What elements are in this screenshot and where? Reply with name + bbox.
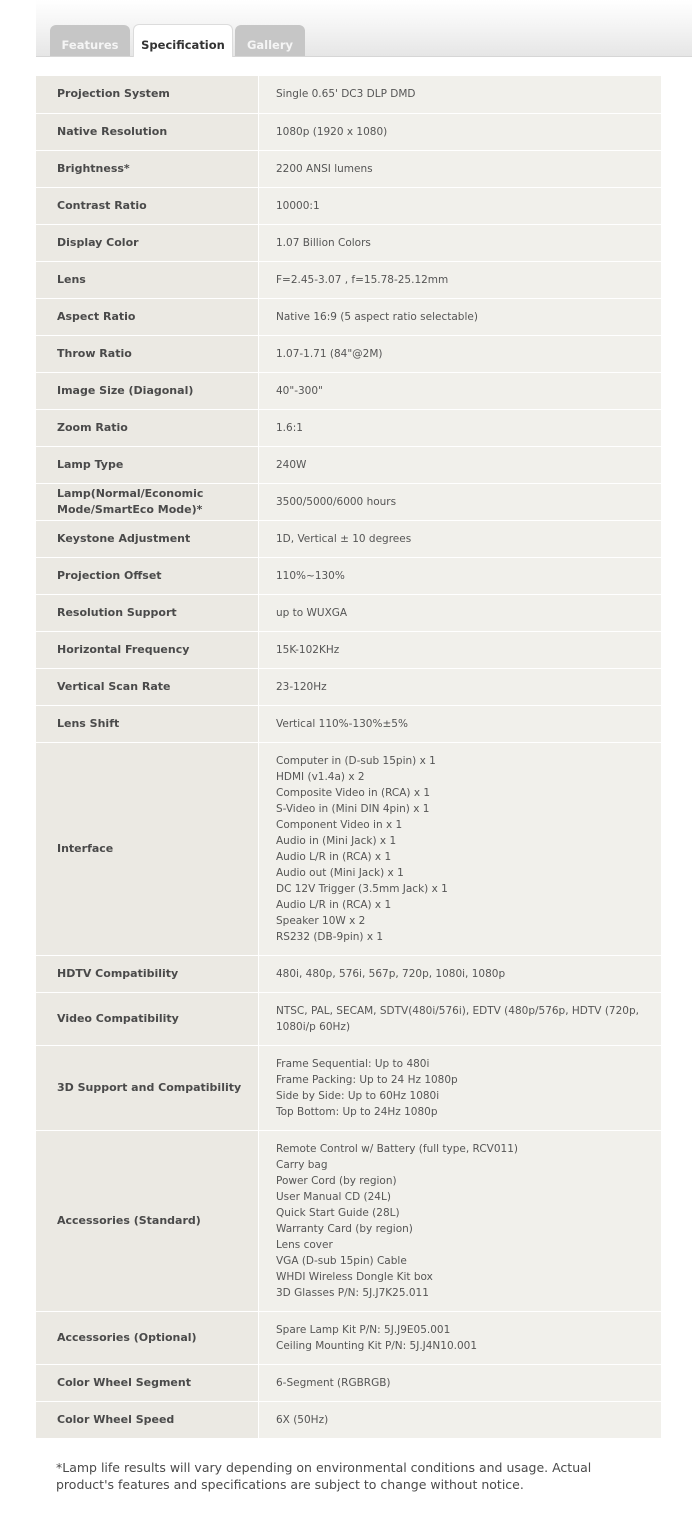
spec-label: Native Resolution	[36, 113, 259, 150]
spec-row	[36, 483, 661, 520]
spec-label: Lens	[36, 261, 259, 298]
spec-row	[36, 150, 661, 187]
spec-label: Lamp(Normal/Economic Mode/SmartEco Mode)*	[36, 483, 259, 520]
spec-row	[36, 372, 661, 409]
spec-label: Display Color	[36, 224, 259, 261]
spec-label: HDTV Compatibility	[36, 955, 259, 992]
spec-value: 40"-300"	[259, 372, 662, 409]
tab-features[interactable]: Features	[50, 25, 130, 56]
spec-row	[36, 631, 661, 668]
spec-row	[36, 955, 661, 992]
spec-row	[36, 187, 661, 224]
spec-label: Brightness*	[36, 150, 259, 187]
spec-row	[36, 594, 661, 631]
spec-row	[36, 557, 661, 594]
spec-row	[36, 705, 661, 742]
spec-row	[36, 409, 661, 446]
spec-row	[36, 446, 661, 483]
spec-row	[36, 520, 661, 557]
spec-value: F=2.45-3.07 , f=15.78-25.12mm	[259, 261, 662, 298]
spec-row	[36, 261, 661, 298]
spec-value: 6-Segment (RGBRGB)	[259, 1364, 662, 1401]
spec-value: 240W	[259, 446, 662, 483]
tab-specification[interactable]: Specification	[133, 24, 233, 57]
spec-value: Remote Control w/ Battery (full type, RCV011) Carry bag Power Cord (by region) User Manual CD (24L) Quick Start Guide (28L) Warranty Card (by region) Lens cover VGA (D-sub 15pin) Cable WHDI Wireless Dongle Kit box 3D Glasses P/N: 5J.J7K25.011	[259, 1130, 662, 1311]
spec-label: Accessories (Optional)	[36, 1311, 259, 1364]
spec-value: 110%~130%	[259, 557, 662, 594]
spec-row	[36, 335, 661, 372]
spec-label: Image Size (Diagonal)	[36, 372, 259, 409]
spec-value: 1080p (1920 x 1080)	[259, 113, 662, 150]
spec-label: Throw Ratio	[36, 335, 259, 372]
spec-label: Interface	[36, 742, 259, 955]
spec-label: 3D Support and Compatibility	[36, 1045, 259, 1130]
spec-value: Single 0.65' DC3 DLP DMD	[259, 76, 662, 113]
tab-bar	[36, 0, 692, 57]
spec-value: 23-120Hz	[259, 668, 662, 705]
spec-value: 2200 ANSI lumens	[259, 150, 662, 187]
spec-row	[36, 1130, 661, 1311]
spec-label: Accessories (Standard)	[36, 1130, 259, 1311]
spec-row	[36, 668, 661, 705]
spec-value: NTSC, PAL, SECAM, SDTV(480i/576i), EDTV (480p/576p, HDTV (720p, 1080i/p 60Hz)	[259, 992, 662, 1045]
spec-label: Aspect Ratio	[36, 298, 259, 335]
spec-value: 15K-102KHz	[259, 631, 662, 668]
spec-value: Frame Sequential: Up to 480i Frame Packing: Up to 24 Hz 1080p Side by Side: Up to 60Hz 1080i Top Bottom: Up to 24Hz 1080p	[259, 1045, 662, 1130]
spec-label: Projection Offset	[36, 557, 259, 594]
spec-label: Keystone Adjustment	[36, 520, 259, 557]
spec-label: Color Wheel Speed	[36, 1401, 259, 1438]
spec-row	[36, 1311, 661, 1364]
spec-row	[36, 992, 661, 1045]
spec-label: Resolution Support	[36, 594, 259, 631]
spec-value: 1.07 Billion Colors	[259, 224, 662, 261]
spec-row	[36, 76, 661, 113]
spec-row	[36, 1364, 661, 1401]
spec-label: Zoom Ratio	[36, 409, 259, 446]
spec-value: 3500/5000/6000 hours	[259, 483, 662, 520]
spec-label: Projection System	[36, 76, 259, 113]
spec-value: 6X (50Hz)	[259, 1401, 662, 1438]
spec-label: Color Wheel Segment	[36, 1364, 259, 1401]
spec-row	[36, 742, 661, 955]
spec-value: Native 16:9 (5 aspect ratio selectable)	[259, 298, 662, 335]
spec-value: 480i, 480p, 576i, 567p, 720p, 1080i, 1080p	[259, 955, 662, 992]
spec-value: Vertical 110%-130%±5%	[259, 705, 662, 742]
spec-value: Spare Lamp Kit P/N: 5J.J9E05.001 Ceiling Mounting Kit P/N: 5J.J4N10.001	[259, 1311, 662, 1364]
spec-row	[36, 1401, 661, 1438]
spec-row	[36, 298, 661, 335]
spec-row	[36, 113, 661, 150]
spec-row	[36, 1045, 661, 1130]
spec-label: Contrast Ratio	[36, 187, 259, 224]
spec-value: 1D, Vertical ± 10 degrees	[259, 520, 662, 557]
tab-gallery[interactable]: Gallery	[235, 25, 305, 56]
spec-label: Vertical Scan Rate	[36, 668, 259, 705]
spec-label: Video Compatibility	[36, 992, 259, 1045]
spec-row	[36, 224, 661, 261]
spec-value: Computer in (D-sub 15pin) x 1 HDMI (v1.4a) x 2 Composite Video in (RCA) x 1 S-Video in (Mini DIN 4pin) x 1 Component Video in x 1 Audio in (Mini Jack) x 1 Audio L/R in (RCA) x 1 Audio out (Mini Jack) x 1 DC 12V Trigger (3.5mm Jack) x 1 Audio L/R in (RCA) x 1 Speaker 10W x 2 RS232 (DB-9pin) x 1	[259, 742, 662, 955]
spec-value: up to WUXGA	[259, 594, 662, 631]
specification-table	[36, 76, 661, 1439]
spec-value: 10000:1	[259, 187, 662, 224]
spec-value: 1.6:1	[259, 409, 662, 446]
spec-label: Horizontal Frequency	[36, 631, 259, 668]
disclaimer-footnote: *Lamp life results will vary depending on environmental conditions and usage. Actual product's features and specifications are subject to change without notice.	[56, 1460, 592, 1492]
spec-value: 1.07-1.71 (84"@2M)	[259, 335, 662, 372]
spec-label: Lens Shift	[36, 705, 259, 742]
spec-label: Lamp Type	[36, 446, 259, 483]
